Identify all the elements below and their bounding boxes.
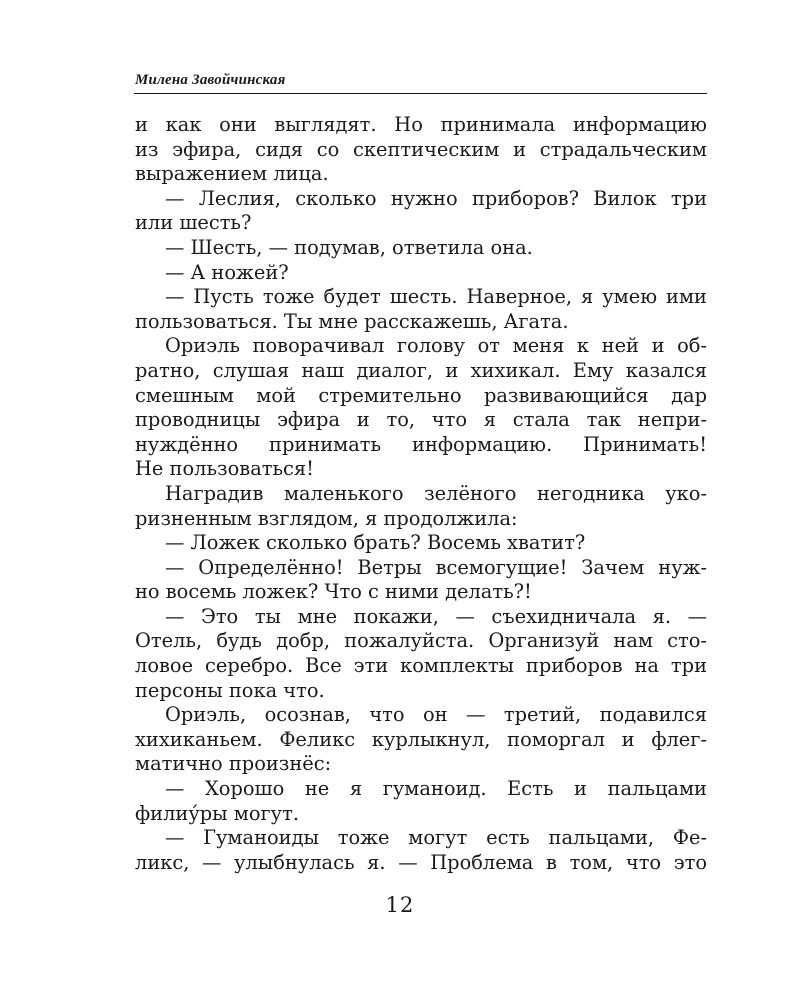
text-line: матично произнёс: xyxy=(135,752,332,776)
text-line: Ориэль поворачивал голову от меня к ней и об- xyxy=(165,334,707,358)
text-line: — Пусть тоже будет шесть. Наверное, я умею ими xyxy=(165,285,707,309)
text-line: Наградив маленького зелёного негодника уко- xyxy=(165,481,707,505)
text-line: пользоваться. Ты мне расскажешь, Агата. xyxy=(135,309,569,333)
text-line: — Леслия, сколько нужно приборов? Вилок три xyxy=(165,186,707,210)
text-line: — Гуманоиды тоже могут есть пальцами, Фе- xyxy=(165,826,707,850)
page-number: 12 xyxy=(385,893,415,917)
text-line: — Шесть, — подумав, ответила она. xyxy=(165,235,533,259)
text-line: или шесть? xyxy=(135,211,252,235)
body-text xyxy=(135,113,707,875)
text-line: — Хорошо не я гуманоид. Есть и пальцами xyxy=(165,777,707,801)
text-line: филиу́ры могут. xyxy=(135,801,299,825)
text-line: проводницы эфира и то, что я стала так непри- xyxy=(135,408,707,432)
text-line: — Ложек сколько брать? Восемь хватит? xyxy=(165,531,586,555)
text-line: хихиканьем. Феликс курлыкнул, поморгал и флег- xyxy=(135,727,707,751)
running-head-author: Милена Завойчинская xyxy=(135,72,286,88)
text-line: из эфира, сидя со скептическим и страдальческим xyxy=(135,137,707,161)
text-line: смешным мой стремительно развивающийся дар xyxy=(135,383,707,407)
text-line: — А ножей? xyxy=(165,260,289,284)
text-line: Отель, будь добр, пожалуйста. Организуй нам сто- xyxy=(135,629,707,653)
text-line: и как они выглядят. Но принимала информацию xyxy=(135,113,707,136)
text-line: ризненным взглядом, я продолжила: xyxy=(135,506,518,530)
text-line: ловое серебро. Все эти комплекты приборов на три xyxy=(135,654,707,678)
text-line: нуждённо принимать информацию. Принимать! xyxy=(135,432,707,456)
text-line: ликс, — улыбнулась я. — Проблема в том, что это xyxy=(135,850,707,874)
text-line: персоны пока что. xyxy=(135,678,325,702)
text-line: — Определённо! Ветры всемогущие! Зачем нуж- xyxy=(165,555,707,579)
text-line: Не пользоваться! xyxy=(135,457,314,481)
text-line: но восемь ложек? Что с ними делать?! xyxy=(135,580,532,604)
text-line: Ориэль, осознав, что он — третий, подавился xyxy=(165,703,707,727)
text-line: — Это ты мне покажи, — съехидничала я. — xyxy=(165,604,707,628)
text-line: выражением лица. xyxy=(135,162,329,186)
header-rule xyxy=(134,93,707,94)
text-line: ратно, слушая наш диалог, и хихикал. Ему казался xyxy=(135,358,707,382)
